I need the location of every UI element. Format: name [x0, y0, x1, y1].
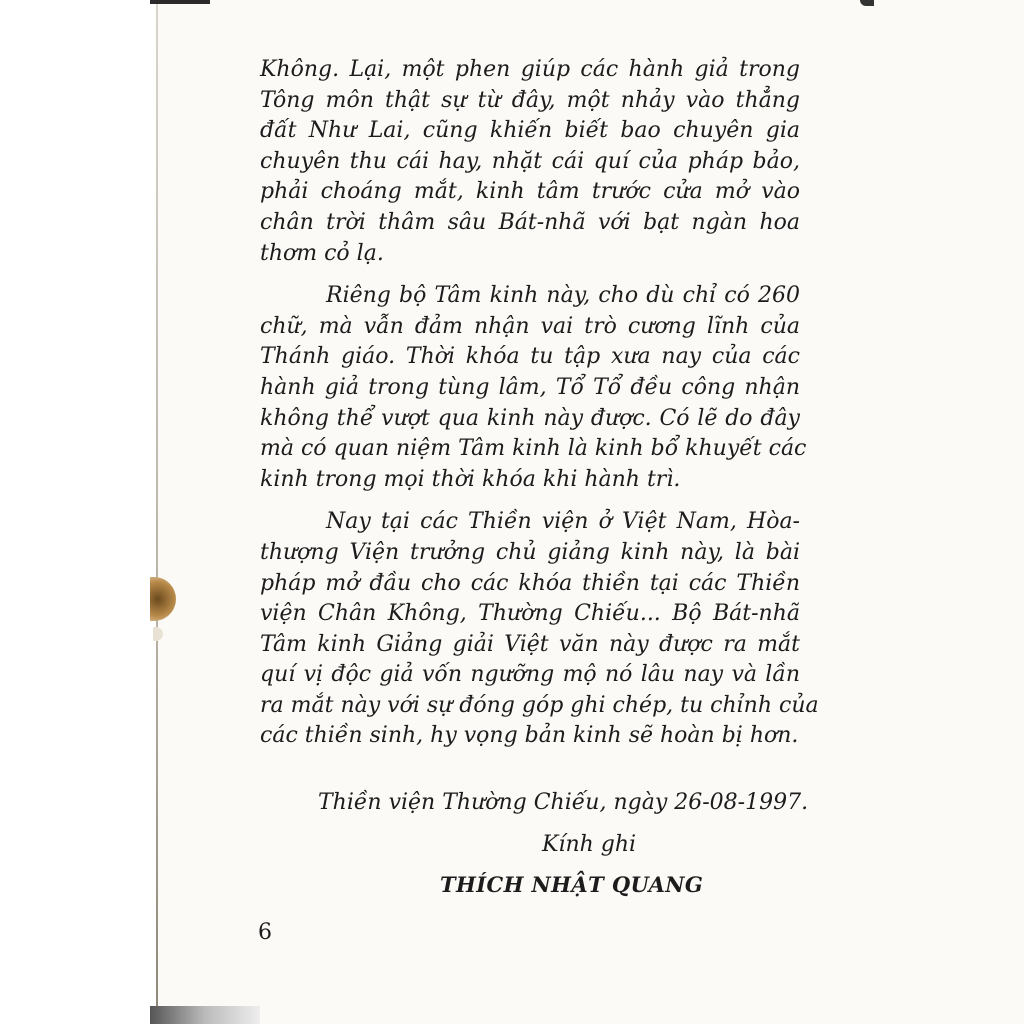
text-line: Riêng bộ Tâm kinh này, cho dù chỉ có 260 — [326, 283, 800, 309]
signature-place-date: Thiền viện Thường Chiếu, ngày 26-08-1997. — [318, 790, 809, 815]
text-line: thơm cỏ lạ. — [260, 240, 384, 266]
text-line: kinh trong mọi thời khóa khi hành trì. — [260, 466, 681, 492]
text-line: ra mắt này với sự đóng góp ghi chép, tu chỉnh của — [260, 692, 819, 718]
text-line: Tâm kinh Giảng giải Việt văn này được ra mắt — [260, 631, 800, 657]
text-line: chân trời thâm sâu Bát-nhã với bạt ngàn hoa — [260, 209, 800, 235]
text-line: viện Chân Không, Thường Chiếu... Bộ Bát-nhã — [260, 601, 800, 627]
body-text — [260, 55, 819, 764]
text-line: Tông môn thật sự từ đây, một nhảy vào thẳng — [260, 87, 800, 113]
text-line: thượng Viện trưởng chủ giảng kinh này, là bài — [260, 539, 800, 565]
text-line: quí vị độc giả vốn ngưỡng mộ nó lâu nay và lần — [260, 662, 800, 688]
text-line: đất Như Lai, cũng khiến biết bao chuyên gia — [260, 118, 800, 144]
signature-author: THÍCH NHẬT QUANG — [440, 872, 704, 897]
text-line: phải choáng mắt, kinh tâm trước cửa mở vào — [260, 179, 800, 205]
page-number: 6 — [258, 920, 272, 945]
signature-block — [318, 788, 808, 818]
paragraph-2 — [260, 281, 807, 495]
text-line: Không. Lại, một phen giúp các hành giả trong — [260, 57, 800, 82]
paragraph-1 — [260, 55, 800, 269]
text-line: pháp mở đầu cho các khóa thiền tại các Thiền — [260, 570, 800, 596]
text-line: chữ, mà vẫn đảm nhận vai trò cương lĩnh của — [260, 313, 800, 339]
text-line: chuyên thu cái hay, nhặt cái quí của pháp bảo, — [260, 148, 800, 174]
text-line: Nay tại các Thiền viện ở Việt Nam, Hòa- — [326, 509, 800, 535]
text-line: các thiền sinh, hy vọng bản kinh sẽ hoàn bị hơn. — [260, 723, 799, 749]
text-line: Thánh giáo. Thời khóa tu tập xưa nay của các — [260, 344, 800, 370]
text-line: hành giả trong tùng lâm, Tổ Tổ đều công nhận — [260, 374, 800, 400]
text-line: mà có quan niệm Tâm kinh là kinh bổ khuyết các — [260, 436, 807, 462]
page-top-right-corner — [860, 0, 874, 6]
page-bottom-shadow — [150, 1006, 260, 1024]
paragraph-3 — [260, 507, 819, 752]
text-line: không thể vượt qua kinh này được. Có lẽ do đây — [260, 405, 800, 431]
signature-closing: Kính ghi — [542, 832, 637, 857]
page-top-corner — [150, 0, 210, 4]
